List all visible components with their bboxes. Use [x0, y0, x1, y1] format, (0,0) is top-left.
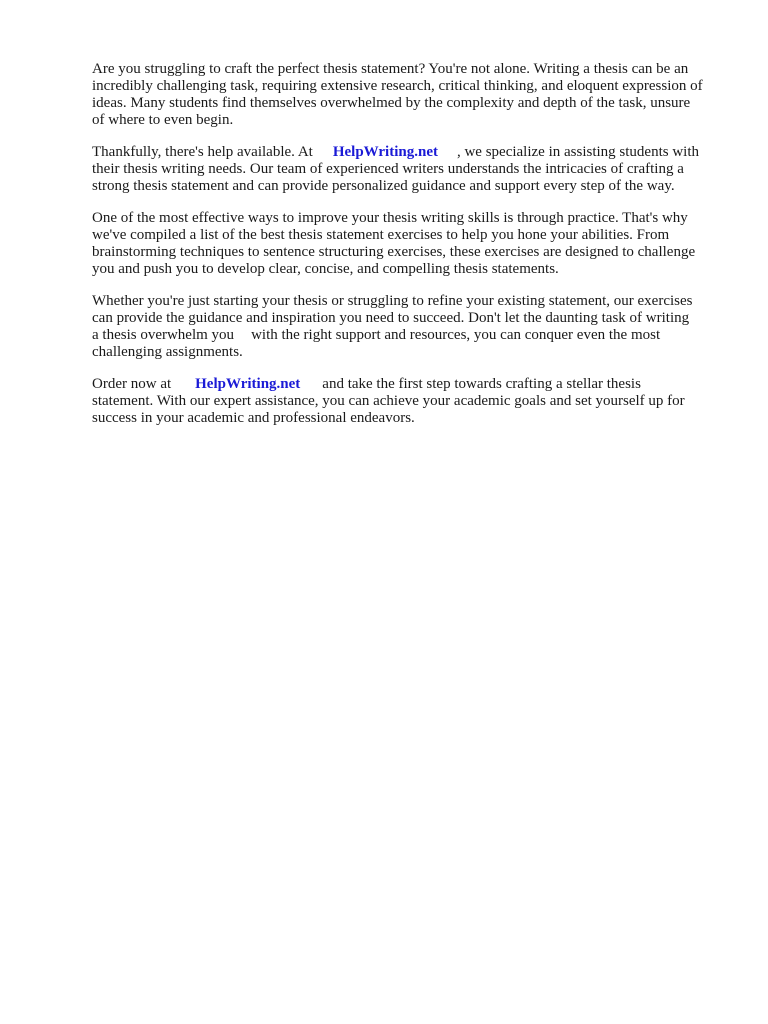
text-line: brainstorming techniques to sentence structuring exercises, these exercises are designed to challenge: [92, 244, 696, 260]
text-line: their thesis writing needs. Our team of experienced writers understands the intricacies of crafting a: [92, 161, 684, 177]
text-segment: Thankfully, there's help available. At: [92, 144, 313, 160]
paragraph-intro: [92, 61, 732, 129]
text-line: [92, 144, 732, 161]
paragraph-practice: [92, 210, 732, 278]
text-segment: with the right support and resources, you can conquer even the most: [251, 327, 661, 343]
text-line: you and push you to develop clear, concise, and compelling thesis statements.: [92, 261, 559, 277]
text-line: [92, 376, 732, 393]
paragraph-help: [92, 144, 732, 195]
text-segment: a thesis overwhelm you: [92, 327, 235, 343]
text-line: ideas. Many students find themselves overwhelmed by the complexity and depth of the task, unsure: [92, 95, 691, 111]
text-line: can provide the guidance and inspiration you need to succeed. Don't let the daunting task of writing: [92, 310, 690, 326]
text-line: [92, 327, 732, 344]
helpwriting-link[interactable]: HelpWriting.net: [332, 144, 438, 160]
text-line: success in your academic and professional endeavors.: [92, 410, 415, 426]
text-segment: and take the first step towards crafting a stellar thesis: [322, 376, 641, 392]
text-segment: , we specialize in assisting students with: [456, 144, 700, 160]
text-line: strong thesis statement and can provide personalized guidance and support every step of the way.: [92, 178, 675, 194]
paragraph-encouragement: [92, 293, 732, 361]
paragraph-order: [92, 376, 732, 427]
text-line: statement. With our expert assistance, you can achieve your academic goals and set yourself up for: [92, 393, 685, 409]
text-line: One of the most effective ways to improve your thesis writing skills is through practice. That's why: [92, 210, 688, 226]
text-line: Whether you're just starting your thesis or struggling to refine your existing statement, our exercises: [92, 293, 693, 309]
text-segment: Order now at: [92, 376, 172, 392]
text-line: incredibly challenging task, requiring extensive research, critical thinking, and eloquent expression of: [92, 78, 703, 94]
text-line: of where to even begin.: [92, 112, 234, 128]
document-page: [92, 61, 732, 442]
text-line: challenging assignments.: [92, 344, 243, 360]
text-line: Are you struggling to craft the perfect thesis statement? You're not alone. Writing a thesis can be an: [92, 61, 689, 77]
helpwriting-link[interactable]: HelpWriting.net: [195, 376, 301, 392]
text-line: we've compiled a list of the best thesis statement exercises to help you hone your abilities. From: [92, 227, 670, 243]
